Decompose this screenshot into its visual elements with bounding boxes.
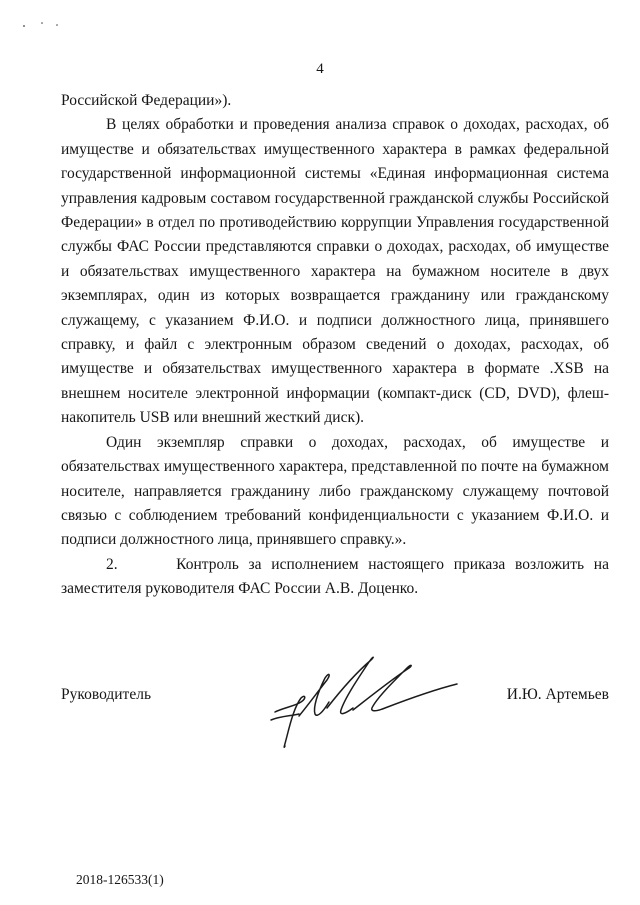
page-number: 4 — [316, 61, 324, 77]
paragraph-postal-copy: Один экземпляр справки о доходах, расходах, об имуществе и обязательствах имущественного характера, представленной по почте на бумажном носителе, направляется гражданину либо гражданскому служащему почтовой связью с соблюдением требований конфиденциальности с указанием Ф.И.О. и подписи должностного лица, принявшего справку.». — [61, 433, 609, 549]
signer-title: Руководитель — [61, 686, 152, 703]
paragraph-control-clause: 2. Контроль за исполнением настоящего приказа возложить на заместителя руководителя ФАС России А.В. Доценко. — [61, 555, 609, 598]
document-body — [61, 89, 609, 602]
paragraph-continuation: Российской Федерации»). — [61, 92, 232, 109]
scan-specks — [20, 18, 80, 30]
signature-block — [61, 650, 609, 770]
paragraph-processing: В целях обработки и проведения анализа справок о доходах, расходах, об имуществе и обязательствах имущественного характера в рамках федеральной государственной информационной системы «Единая информационная система управления кадровым составом государственной гражданской службы Российской Федерации» в отдел по противодействию коррупции Управления государственной службы ФАС России представляются справки о доходах, расходах, об имуществе и обязательствах имущественного характера на бумажном носителе в двух экземплярах, один из которых возвращается гражданину или гражданскому служащему, с указанием Ф.И.О. и подписи должностного лица, принявшего справку, и файл с электронным образом сведений о доходах, расходах, об имуществе и обязательствах имущественного характера в формате .XSB на внешнем носителе электронной информации (компакт-диск (CD, DVD), флеш-накопитель USB или внешний жесткий диск). — [61, 116, 609, 427]
handwritten-signature — [261, 650, 461, 760]
signer-name: И.Ю. Артемьев — [506, 686, 609, 703]
document-registration-number: 2018-126533(1) — [76, 872, 164, 887]
